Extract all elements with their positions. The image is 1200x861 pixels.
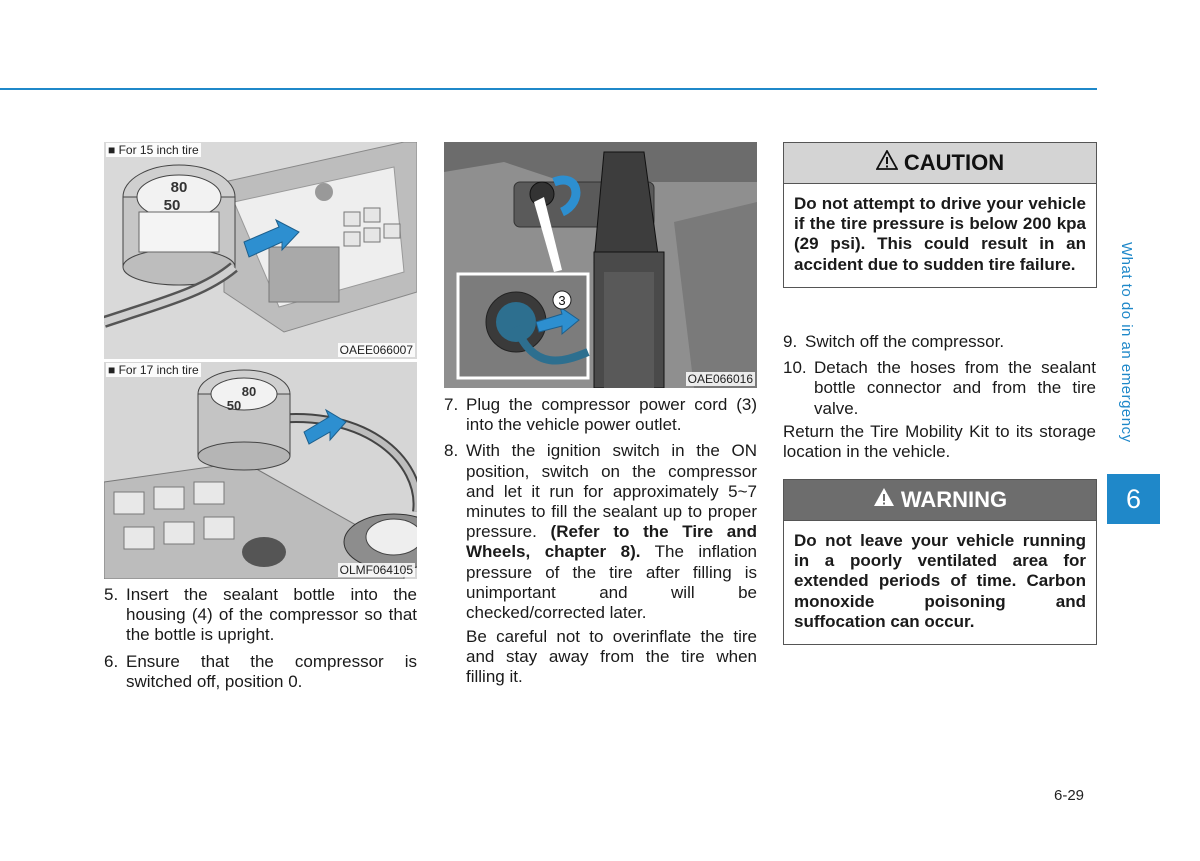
gauge-bottom-value: 50 (226, 398, 242, 413)
caution-text: Do not attempt to drive your vehicle if the tire pressure is below 200 kpa (29 psi). This could result in an accident due to sudden tire failure. (794, 194, 1086, 274)
figure-caption: ■ For 15 inch tire (108, 143, 199, 157)
warning-triangle-outline-icon (876, 150, 898, 176)
step-text: Ensure that the compressor is switched off, position 0. (126, 651, 417, 691)
step-text: Switch off the compressor. (805, 332, 1005, 351)
console-illustration (444, 142, 757, 388)
gauge-top-value: 80 (241, 384, 257, 399)
figure-code: OAEE066007 (339, 343, 413, 357)
list-item (104, 585, 417, 646)
gauge-bottom-value: 50 (163, 197, 181, 214)
step-number: 6. (104, 651, 119, 671)
list-item (104, 652, 417, 692)
steps-list (783, 332, 1096, 425)
chapter-tab: 6 (1107, 474, 1160, 524)
step-text: Plug the compressor power cord (3) into the vehicle power outlet. (466, 395, 757, 435)
step-number: 8. (444, 441, 459, 461)
step-text-post: The inflation pressure of the tire after filling is unimportant and will be checked/corrected later. (466, 542, 757, 623)
warning-box (783, 479, 1097, 645)
note-paragraph: Return the Tire Mobility Kit to its storage location in the vehicle. (783, 422, 1096, 462)
step-reference: (Refer to the Tire and Wheels, chapter 8). (466, 522, 758, 562)
step-number: 5. (104, 585, 119, 604)
list-item (783, 332, 1096, 352)
compressor-illustration (104, 142, 417, 359)
step-number: 9. (783, 332, 798, 351)
warning-triangle-filled-icon (873, 487, 895, 513)
figure-code: OAE066016 (687, 372, 753, 386)
note-paragraph: Be careful not to overinflate the tire and stay away from the tire when filling it. (466, 627, 757, 687)
gauge-top-value: 80 (170, 179, 188, 196)
list-item (444, 441, 757, 623)
steps-list (444, 395, 757, 629)
compressor-illustration (104, 362, 417, 579)
figure-code: OLMF064105 (339, 563, 413, 577)
caution-title: CAUTION (903, 150, 1005, 175)
header-rule (0, 88, 1097, 90)
figure-caption: ■ For 17 inch tire (108, 363, 199, 377)
figure-15-inch-kit (104, 142, 417, 359)
step-number: 10. (783, 358, 807, 378)
caution-header (784, 143, 1096, 184)
step-text: Insert the sealant bottle into the housing (4) of the compressor so that the bottle is upright. (126, 585, 417, 645)
figure-17-inch-kit (104, 362, 417, 579)
steps-list (104, 585, 417, 698)
step-text (466, 441, 757, 623)
section-title: What to do in an emergency (1118, 242, 1135, 443)
list-item (444, 395, 757, 435)
page-number: 6-29 (1054, 787, 1085, 804)
warning-text: Do not leave your vehicle running in a poorly ventilated area for extended periods of time. Carbon monoxide poisoning and suffocation can occur. (794, 531, 1086, 631)
step-text-pre: With the ignition switch in the ON position, switch on the compressor and let it run for approximately 5~7 minutes to fill the sealant up to proper pressure. (466, 441, 757, 542)
step-number: 7. (444, 395, 459, 414)
list-item (783, 358, 1096, 419)
callout-number: 3 (558, 293, 566, 308)
caution-box (783, 142, 1097, 288)
warning-title: WARNING (900, 487, 1008, 512)
warning-header (784, 480, 1096, 521)
step-text: Detach the hoses from the sealant bottle connector and from the tire valve. (814, 358, 1096, 418)
figure-power-outlet (444, 142, 757, 388)
